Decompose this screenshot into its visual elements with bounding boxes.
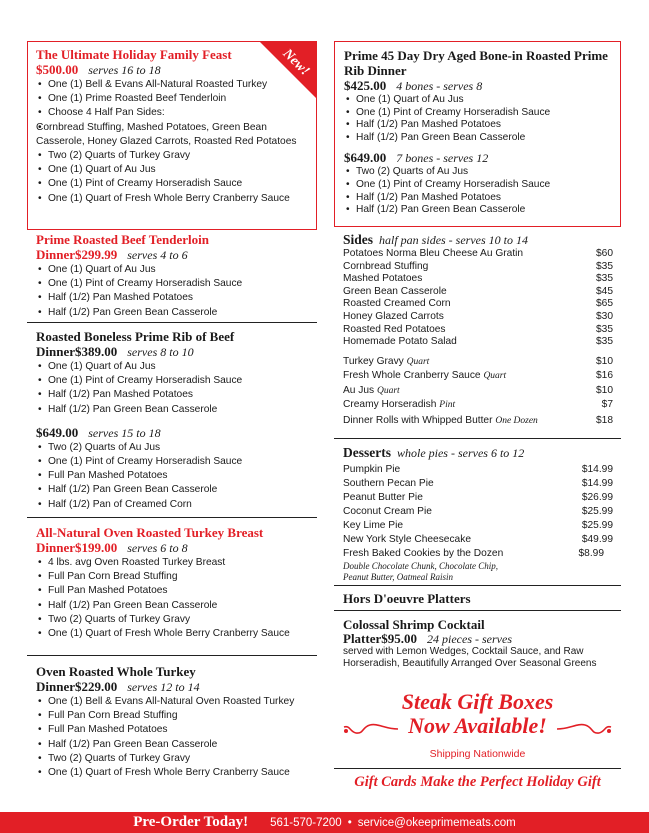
wholeturkey-section xyxy=(36,664,316,780)
primerib-price2: $649.00 xyxy=(36,424,79,440)
dryaged-serves2: 7 bones - serves 12 xyxy=(396,151,489,166)
gift-line-2-row xyxy=(334,714,621,740)
list-item xyxy=(343,369,613,384)
wholeturkey-serves: serves 12 to 14 xyxy=(127,680,200,694)
list-item xyxy=(343,413,613,429)
list-item: • One (1) Prime Roasted Beef Tenderloin xyxy=(36,92,306,106)
shrimp-price-line xyxy=(343,632,615,646)
dryaged-price: $425.00 xyxy=(344,78,387,93)
item-price: $45 xyxy=(596,285,613,297)
list-item: • Full Pan Corn Bread Stuffing xyxy=(36,570,316,584)
list-item xyxy=(343,384,613,399)
item-name xyxy=(343,355,429,370)
tenderloin-section xyxy=(36,232,316,320)
tenderloin-title: Prime Roasted Beef Tenderloin xyxy=(36,232,209,247)
list-item xyxy=(343,311,613,324)
item-qty: Quart xyxy=(406,356,430,367)
shrimp-price: $95.00 xyxy=(381,631,418,646)
list-item: • 4 lbs. avg Oven Roasted Turkey Breast xyxy=(36,556,316,570)
hors-title: Hors D'oeuvre Platters xyxy=(343,591,471,606)
dryaged-price2-line xyxy=(344,150,612,166)
dinner-label: Dinner xyxy=(36,679,75,694)
list-item xyxy=(343,261,613,274)
list-item xyxy=(343,477,613,491)
list-item: • One (1) Pint of Creamy Horseradish Sauce xyxy=(36,374,316,388)
item-price: $25.99 xyxy=(581,506,613,517)
sides-extras xyxy=(343,355,613,429)
item-name: Pumpkin Pie xyxy=(343,464,401,475)
holiday-feast-box xyxy=(27,41,317,230)
item-price: $10 xyxy=(596,355,613,367)
divider xyxy=(27,655,317,656)
holiday-serves: serves 16 to 18 xyxy=(88,63,161,77)
item-price: $35 xyxy=(596,260,613,272)
item-name xyxy=(343,413,538,429)
list-item xyxy=(343,533,613,547)
item-name: Fresh Baked Cookies by the Dozen xyxy=(343,548,504,559)
list-item: • One (1) Quart of Fresh Whole Berry Cranberry Sauce xyxy=(36,192,306,206)
cookie-flavors: Double Chocolate Chunk, Chocolate Chip, Peanut Butter, Oatmeal Raisin xyxy=(343,561,498,582)
item-price: $26.99 xyxy=(581,492,613,503)
primerib-serves2: serves 15 to 18 xyxy=(88,425,161,440)
list-item xyxy=(343,298,613,311)
list-item: • One (1) Pint of Creamy Horseradish Sauce xyxy=(344,107,612,120)
shrimp-description: served with Lemon Wedges, Cocktail Sauce, and Raw Horseradish, Beautifully Arranged Over Seasonal Greens xyxy=(343,646,597,669)
item-name: Honey Glazed Carrots xyxy=(343,310,444,322)
list-item: • One (1) Bell & Evans All-Natural Roasted Turkey xyxy=(36,78,306,92)
wholeturkey-price: $229.00 xyxy=(75,679,118,694)
list-item: • Half (1/2) Pan Green Bean Casserole xyxy=(344,204,612,217)
dryaged-items xyxy=(344,94,612,144)
item-qty: Quart xyxy=(483,371,507,382)
item-price: $18 xyxy=(596,414,613,426)
footer-bar xyxy=(0,812,649,833)
turkeybreast-price-line xyxy=(36,540,316,556)
gift-cards-note: Gift Cards Make the Perfect Holiday Gift xyxy=(354,774,601,790)
list-item: • Half (1/2) Pan of Creamed Corn xyxy=(36,498,316,512)
turkeybreast-items xyxy=(36,556,316,641)
list-item: • Half (1/2) Pan Mashed Potatoes xyxy=(36,388,316,402)
list-item: • One (1) Quart of Fresh Whole Berry Cranberry Sauce xyxy=(36,766,316,780)
list-item: • One (1) Pint of Creamy Horseradish Sauce xyxy=(344,179,612,192)
holiday-items xyxy=(36,78,306,206)
list-item: • Two (2) Quarts of Au Jus xyxy=(344,166,612,179)
item-name: Roasted Creamed Corn xyxy=(343,298,451,310)
item-name: Mashed Potatoes xyxy=(343,273,423,285)
divider xyxy=(334,585,621,586)
sides-section xyxy=(343,232,613,429)
item-name: Green Bean Casserole xyxy=(343,285,447,297)
list-item: • One (1) Quart of Fresh Whole Berry Cranberry Sauce xyxy=(36,627,316,641)
phone-number[interactable]: 561-570-7200 xyxy=(270,816,342,829)
list-item xyxy=(343,547,613,561)
item-name: Roasted Red Potatoes xyxy=(343,323,446,335)
list-item: • Half (1/2) Pan Green Bean Casserole xyxy=(36,483,316,497)
primerib-price: $389.00 xyxy=(75,344,118,359)
list-item: • Half (1/2) Pan Green Bean Casserole xyxy=(36,738,316,752)
item-price: $35 xyxy=(596,336,613,348)
shrimp-pieces: 24 pieces - serves xyxy=(427,632,512,646)
desserts-heading xyxy=(343,445,613,461)
item-qty: Pint xyxy=(439,400,456,411)
item-label: Fresh Whole Cranberry Sauce xyxy=(343,370,481,382)
item-qty: One Dozen xyxy=(495,415,538,426)
list-item: • Full Pan Mashed Potatoes xyxy=(36,469,316,483)
list-item xyxy=(343,324,613,337)
turkeybreast-section xyxy=(36,525,316,641)
list-item: • Half (1/2) Pan Green Bean Casserole xyxy=(36,306,316,320)
primerib-serves: serves 8 to 10 xyxy=(127,345,194,359)
item-qty: Quart xyxy=(377,385,400,396)
gift-line-1: Steak Gift Boxes xyxy=(401,689,554,714)
item-name: Homemade Potato Salad xyxy=(343,336,457,348)
tenderloin-price: $299.99 xyxy=(75,247,118,262)
list-item xyxy=(343,286,613,299)
sides-subtitle: half pan sides - serves 10 to 14 xyxy=(379,233,529,247)
gift-line-2: Now Available! xyxy=(408,713,547,738)
list-item: • Two (2) Quarts of Turkey Gravy xyxy=(36,752,316,766)
dryaged-title: Prime 45 Day Dry Aged Bone-in Roasted Prime Rib Dinner xyxy=(344,48,608,78)
list-item xyxy=(343,491,613,505)
turkeybreast-price: $199.00 xyxy=(75,540,118,555)
list-item: • Half (1/2) Pan Green Bean Casserole xyxy=(36,403,316,417)
desserts-section xyxy=(343,445,613,583)
item-name: Potatoes Norma Bleu Cheese Au Gratin xyxy=(343,248,524,259)
list-item xyxy=(343,336,613,349)
list-item: • One (1) Pint of Creamy Horseradish Sauce xyxy=(36,277,316,291)
item-price: $25.99 xyxy=(581,520,613,531)
item-price: $35 xyxy=(596,273,613,285)
hors-heading-section xyxy=(343,591,613,606)
flourish-left-icon xyxy=(340,719,400,739)
dryaged-items2 xyxy=(344,166,612,216)
list-item: • One (1) Quart of Au Jus xyxy=(36,263,316,277)
sides-heading xyxy=(343,232,613,248)
gift-promo xyxy=(334,690,621,791)
divider xyxy=(334,438,621,439)
sides-title: Sides xyxy=(343,232,374,247)
primerib-items xyxy=(36,360,316,417)
divider xyxy=(334,768,621,769)
list-item xyxy=(343,355,613,370)
list-item xyxy=(343,248,613,261)
divider xyxy=(27,322,317,323)
list-item xyxy=(343,505,613,519)
item-name: Southern Pecan Pie xyxy=(343,478,434,489)
list-item: • Full Pan Mashed Potatoes xyxy=(36,723,316,737)
item-name: New York Style Cheesecake xyxy=(343,534,471,545)
list-item: • Two (2) Quarts of Au Jus xyxy=(36,441,316,455)
item-label: Creamy Horseradish xyxy=(343,399,437,411)
list-item xyxy=(36,121,306,149)
flourish-right-icon xyxy=(555,719,615,739)
list-item: • One (1) Bell & Evans All-Natural Oven Roasted Turkey xyxy=(36,695,316,709)
list-item: • Half (1/2) Pan Green Bean Casserole xyxy=(36,599,316,613)
item-price: $35 xyxy=(596,323,613,335)
item-label: Dinner Rolls with Whipped Butter xyxy=(343,414,493,426)
list-item: • One (1) Quart of Au Jus xyxy=(36,360,316,374)
tenderloin-price-line xyxy=(36,247,316,263)
primerib-items2 xyxy=(36,441,316,512)
desserts-title: Desserts xyxy=(343,445,391,460)
list-item: • One (1) Pint of Creamy Horseradish Sauce xyxy=(36,177,306,191)
item-label: Au Jus xyxy=(343,384,375,396)
footer-separator: • xyxy=(347,816,352,829)
shipping-note: Shipping Nationwide xyxy=(429,748,526,760)
tenderloin-serves: serves 4 to 6 xyxy=(127,248,188,262)
list-item: • One (1) Quart of Au Jus xyxy=(36,163,306,177)
turkeybreast-serves: serves 6 to 8 xyxy=(127,541,188,555)
item-price: $14.99 xyxy=(581,464,613,475)
email-link[interactable]: service@okeeprimemeats.com xyxy=(357,816,516,829)
item-price: $7 xyxy=(601,399,613,411)
item-price: $14.99 xyxy=(581,478,613,489)
item-name: Peanut Butter Pie xyxy=(343,492,423,503)
item-price: $65 xyxy=(596,298,613,310)
list-item: • Full Pan Mashed Potatoes xyxy=(36,584,316,598)
wholeturkey-items xyxy=(36,695,316,780)
platter-label: Platter xyxy=(343,631,382,646)
tenderloin-items xyxy=(36,263,316,320)
list-item: • Half (1/2) Pan Mashed Potatoes xyxy=(344,192,612,205)
preorder-cta: Pre-Order Today! xyxy=(133,814,249,830)
dinner-label: Dinner xyxy=(36,540,75,555)
dinner-label: Dinner xyxy=(36,344,75,359)
item-name: Key Lime Pie xyxy=(343,520,404,531)
wholeturkey-price-line xyxy=(36,679,316,695)
list-item: • Half (1/2) Pan Mashed Potatoes xyxy=(344,119,612,132)
list-item: • Two (2) Quarts of Turkey Gravy xyxy=(36,613,316,627)
item-price: $8.99 xyxy=(578,548,604,559)
list-item xyxy=(343,519,613,533)
primerib-price2-line xyxy=(36,425,316,441)
list-item: • One (1) Quart of Au Jus xyxy=(344,94,612,107)
item-name: Coconut Cream Pie xyxy=(343,506,432,517)
item-price: $49.99 xyxy=(581,534,613,545)
turkeybreast-title: All-Natural Oven Roasted Turkey Breast xyxy=(36,525,264,540)
item-name xyxy=(343,398,455,413)
item-price: $60 xyxy=(596,248,613,259)
item-price: $16 xyxy=(596,370,613,382)
list-item: • Two (2) Quarts of Turkey Gravy xyxy=(36,149,306,163)
list-item: • Choose 4 Half Pan Sides: xyxy=(36,106,306,120)
holiday-title: The Ultimate Holiday Family Feast xyxy=(36,47,232,62)
divider xyxy=(27,517,317,518)
list-item: • Half (1/2) Pan Green Bean Casserole xyxy=(344,132,612,145)
shrimp-title: Colossal Shrimp Cocktail xyxy=(343,617,485,632)
list-item xyxy=(343,463,613,477)
item-price: $30 xyxy=(596,310,613,322)
desserts-subtitle: whole pies - serves 6 to 12 xyxy=(396,446,525,460)
divider xyxy=(334,610,621,611)
list-item xyxy=(343,273,613,286)
item-name: Cornbread Stuffing xyxy=(343,260,429,272)
desserts-list xyxy=(343,463,613,561)
dinner-label: Dinner xyxy=(36,247,75,262)
list-item xyxy=(343,398,613,413)
holiday-price-line xyxy=(36,62,306,78)
sides-list xyxy=(343,248,613,349)
list-item: • Full Pan Corn Bread Stuffing xyxy=(36,709,316,723)
item-name xyxy=(343,384,400,399)
primerib-price-line xyxy=(36,344,316,360)
list-item: • Half (1/2) Pan Mashed Potatoes xyxy=(36,291,316,305)
item-label: Turkey Gravy xyxy=(343,355,404,367)
dryaged-price2: $649.00 xyxy=(344,150,387,166)
shrimp-section xyxy=(343,617,615,670)
wholeturkey-title: Oven Roasted Whole Turkey xyxy=(36,664,196,679)
dryaged-serves: 4 bones - serves 8 xyxy=(396,79,483,93)
dryaged-price-line xyxy=(344,78,612,94)
primerib-section xyxy=(36,329,316,512)
list-item: • One (1) Pint of Creamy Horseradish Sauce xyxy=(36,455,316,469)
new-badge: New! xyxy=(279,46,313,79)
item-name xyxy=(343,369,506,384)
holiday-price: $500.00 xyxy=(36,62,79,77)
primerib-title: Roasted Boneless Prime Rib of Beef xyxy=(36,329,235,344)
sides-choice-text: Cornbread Stuffing, Mashed Potatoes, Green Bean Casserole, Honey Glazed Carrots, Roasted Red Potatoes xyxy=(36,121,297,147)
dryaged-box xyxy=(334,41,621,227)
item-price: $10 xyxy=(596,384,613,396)
